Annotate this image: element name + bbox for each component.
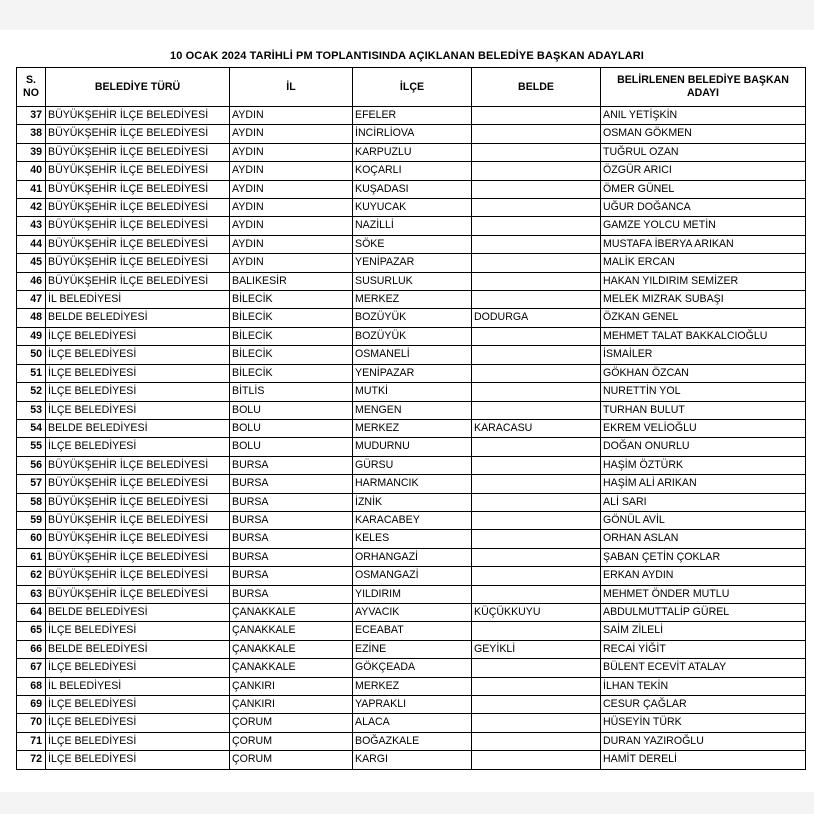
cell-belde	[472, 456, 601, 474]
cell-no: 50	[17, 346, 46, 364]
cell-no: 48	[17, 309, 46, 327]
cell-candidate: ÖZKAN GENEL	[601, 309, 806, 327]
cell-type: İLÇE BELEDİYESİ	[46, 714, 230, 732]
table-row	[17, 493, 806, 511]
candidates-table	[16, 67, 806, 770]
cell-no: 39	[17, 143, 46, 161]
cell-belde	[472, 530, 601, 548]
cell-no: 57	[17, 475, 46, 493]
cell-candidate: ÖZGÜR ARICI	[601, 162, 806, 180]
cell-type: BÜYÜKŞEHİR İLÇE BELEDİYESİ	[46, 548, 230, 566]
table-row	[17, 732, 806, 750]
cell-belde	[472, 714, 601, 732]
header-candidate: BELİRLENEN BELEDİYE BAŞKAN ADAYI	[601, 68, 806, 107]
cell-candidate: HÜSEYİN TÜRK	[601, 714, 806, 732]
cell-no: 38	[17, 125, 46, 143]
cell-candidate: GÖKHAN ÖZCAN	[601, 364, 806, 382]
cell-type: BÜYÜKŞEHİR İLÇE BELEDİYESİ	[46, 254, 230, 272]
cell-belde	[472, 364, 601, 382]
cell-ilce: MUTKİ	[353, 383, 472, 401]
cell-belde: DODURGA	[472, 309, 601, 327]
cell-candidate: ALİ SARI	[601, 493, 806, 511]
cell-type: İLÇE BELEDİYESİ	[46, 659, 230, 677]
cell-no: 66	[17, 640, 46, 658]
table-row	[17, 530, 806, 548]
cell-il: AYDIN	[230, 107, 353, 125]
cell-ilce: MENGEN	[353, 401, 472, 419]
cell-type: BÜYÜKŞEHİR İLÇE BELEDİYESİ	[46, 530, 230, 548]
cell-il: AYDIN	[230, 125, 353, 143]
cell-no: 41	[17, 180, 46, 198]
cell-belde	[472, 585, 601, 603]
table-row	[17, 438, 806, 456]
cell-candidate: İSMAİLER	[601, 346, 806, 364]
cell-candidate: ANIL YETİŞKİN	[601, 107, 806, 125]
cell-il: ÇANAKKALE	[230, 659, 353, 677]
table-row	[17, 291, 806, 309]
cell-candidate: SAİM ZİLELİ	[601, 622, 806, 640]
cell-no: 45	[17, 254, 46, 272]
cell-ilce: YILDIRIM	[353, 585, 472, 603]
document-title: 10 OCAK 2024 TARİHLİ PM TOPLANTISINDA AÇIKLANAN BELEDİYE BAŞKAN ADAYLARI	[170, 50, 644, 62]
table-row	[17, 199, 806, 217]
cell-belde	[472, 511, 601, 529]
cell-ilce: İZNİK	[353, 493, 472, 511]
table-row	[17, 659, 806, 677]
cell-no: 53	[17, 401, 46, 419]
cell-il: ÇANKIRI	[230, 696, 353, 714]
cell-ilce: SUSURLUK	[353, 272, 472, 290]
cell-il: AYDIN	[230, 235, 353, 253]
cell-candidate: DURAN YAZIROĞLU	[601, 732, 806, 750]
cell-no: 52	[17, 383, 46, 401]
table-header	[17, 68, 806, 107]
cell-ilce: KOÇARLI	[353, 162, 472, 180]
cell-belde	[472, 751, 601, 769]
cell-ilce: OSMANELİ	[353, 346, 472, 364]
cell-type: İLÇE BELEDİYESİ	[46, 383, 230, 401]
cell-type: BÜYÜKŞEHİR İLÇE BELEDİYESİ	[46, 199, 230, 217]
cell-type: BELDE BELEDİYESİ	[46, 603, 230, 621]
cell-candidate: MUSTAFA İBERYA ARIKAN	[601, 235, 806, 253]
cell-candidate: TUĞRUL OZAN	[601, 143, 806, 161]
table-row	[17, 419, 806, 437]
top-margin	[0, 0, 814, 30]
table-row	[17, 383, 806, 401]
cell-no: 63	[17, 585, 46, 603]
cell-belde	[472, 696, 601, 714]
table-row	[17, 364, 806, 382]
cell-il: BİTLİS	[230, 383, 353, 401]
cell-ilce: MERKEZ	[353, 419, 472, 437]
cell-candidate: ORHAN ASLAN	[601, 530, 806, 548]
cell-ilce: MERKEZ	[353, 677, 472, 695]
cell-belde: KARACASU	[472, 419, 601, 437]
cell-belde	[472, 622, 601, 640]
cell-no: 65	[17, 622, 46, 640]
cell-candidate: OSMAN GÖKMEN	[601, 125, 806, 143]
cell-candidate: DOĞAN ONURLU	[601, 438, 806, 456]
cell-candidate: MALİK ERCAN	[601, 254, 806, 272]
table-row	[17, 162, 806, 180]
cell-il: BURSA	[230, 548, 353, 566]
cell-candidate: ÖMER GÜNEL	[601, 180, 806, 198]
cell-belde	[472, 493, 601, 511]
cell-type: BÜYÜKŞEHİR İLÇE BELEDİYESİ	[46, 272, 230, 290]
cell-candidate: HAMİT DERELİ	[601, 751, 806, 769]
cell-candidate: RECAİ YİĞİT	[601, 640, 806, 658]
table-row	[17, 180, 806, 198]
cell-il: AYDIN	[230, 199, 353, 217]
cell-no: 46	[17, 272, 46, 290]
cell-candidate: İLHAN TEKİN	[601, 677, 806, 695]
cell-ilce: KARACABEY	[353, 511, 472, 529]
cell-ilce: KELES	[353, 530, 472, 548]
cell-ilce: OSMANGAZİ	[353, 567, 472, 585]
cell-type: BÜYÜKŞEHİR İLÇE BELEDİYESİ	[46, 511, 230, 529]
cell-belde	[472, 254, 601, 272]
cell-no: 40	[17, 162, 46, 180]
cell-il: ÇORUM	[230, 751, 353, 769]
cell-belde	[472, 125, 601, 143]
cell-ilce: GÖKÇEADA	[353, 659, 472, 677]
table-row	[17, 327, 806, 345]
cell-ilce: YENİPAZAR	[353, 254, 472, 272]
cell-candidate: ERKAN AYDIN	[601, 567, 806, 585]
cell-il: AYDIN	[230, 254, 353, 272]
cell-ilce: GÜRSU	[353, 456, 472, 474]
cell-il: BURSA	[230, 475, 353, 493]
cell-il: AYDIN	[230, 143, 353, 161]
cell-type: İLÇE BELEDİYESİ	[46, 438, 230, 456]
cell-candidate: ŞABAN ÇETİN ÇOKLAR	[601, 548, 806, 566]
cell-type: İLÇE BELEDİYESİ	[46, 401, 230, 419]
cell-il: ÇORUM	[230, 732, 353, 750]
cell-il: ÇANAKKALE	[230, 603, 353, 621]
cell-belde	[472, 567, 601, 585]
cell-il: BİLECİK	[230, 309, 353, 327]
cell-type: İLÇE BELEDİYESİ	[46, 696, 230, 714]
cell-candidate: MELEK MIZRAK SUBAŞI	[601, 291, 806, 309]
cell-candidate: NURETTİN YOL	[601, 383, 806, 401]
cell-type: BÜYÜKŞEHİR İLÇE BELEDİYESİ	[46, 567, 230, 585]
cell-no: 37	[17, 107, 46, 125]
cell-il: BOLU	[230, 438, 353, 456]
table-row	[17, 567, 806, 585]
cell-ilce: KARGI	[353, 751, 472, 769]
cell-no: 49	[17, 327, 46, 345]
cell-candidate: HAŞİM ALİ ARIKAN	[601, 475, 806, 493]
cell-type: BÜYÜKŞEHİR İLÇE BELEDİYESİ	[46, 585, 230, 603]
cell-type: İL BELEDİYESİ	[46, 677, 230, 695]
cell-type: BÜYÜKŞEHİR İLÇE BELEDİYESİ	[46, 217, 230, 235]
cell-ilce: HARMANCIK	[353, 475, 472, 493]
cell-no: 42	[17, 199, 46, 217]
cell-type: İLÇE BELEDİYESİ	[46, 327, 230, 345]
cell-no: 68	[17, 677, 46, 695]
table-row	[17, 548, 806, 566]
cell-candidate: EKREM VELİOĞLU	[601, 419, 806, 437]
cell-il: ÇANAKKALE	[230, 640, 353, 658]
header-ilce: İLÇE	[353, 68, 472, 107]
cell-type: BÜYÜKŞEHİR İLÇE BELEDİYESİ	[46, 143, 230, 161]
cell-ilce: YENİPAZAR	[353, 364, 472, 382]
cell-belde	[472, 199, 601, 217]
cell-type: BÜYÜKŞEHİR İLÇE BELEDİYESİ	[46, 456, 230, 474]
table-row	[17, 640, 806, 658]
cell-il: ÇANAKKALE	[230, 622, 353, 640]
cell-belde	[472, 143, 601, 161]
cell-candidate: MEHMET TALAT BAKKALCIOĞLU	[601, 327, 806, 345]
bottom-margin	[0, 792, 814, 814]
cell-no: 60	[17, 530, 46, 548]
cell-ilce: MUDURNU	[353, 438, 472, 456]
cell-il: BURSA	[230, 567, 353, 585]
cell-belde	[472, 291, 601, 309]
table-row	[17, 714, 806, 732]
cell-type: BÜYÜKŞEHİR İLÇE BELEDİYESİ	[46, 107, 230, 125]
cell-type: İLÇE BELEDİYESİ	[46, 751, 230, 769]
cell-no: 43	[17, 217, 46, 235]
cell-ilce: EFELER	[353, 107, 472, 125]
table-row	[17, 475, 806, 493]
cell-belde	[472, 235, 601, 253]
cell-ilce: YAPRAKLI	[353, 696, 472, 714]
cell-type: İLÇE BELEDİYESİ	[46, 732, 230, 750]
cell-ilce: MERKEZ	[353, 291, 472, 309]
cell-no: 69	[17, 696, 46, 714]
cell-candidate: GAMZE YOLCU METİN	[601, 217, 806, 235]
cell-candidate: CESUR ÇAĞLAR	[601, 696, 806, 714]
cell-no: 62	[17, 567, 46, 585]
cell-belde	[472, 438, 601, 456]
cell-belde	[472, 677, 601, 695]
cell-ilce: BOZÜYÜK	[353, 327, 472, 345]
cell-ilce: ECEABAT	[353, 622, 472, 640]
cell-type: BELDE BELEDİYESİ	[46, 309, 230, 327]
table-row	[17, 107, 806, 125]
cell-belde	[472, 346, 601, 364]
cell-il: ÇORUM	[230, 714, 353, 732]
cell-candidate: GÖNÜL AVİL	[601, 511, 806, 529]
cell-no: 61	[17, 548, 46, 566]
cell-no: 44	[17, 235, 46, 253]
cell-belde: GEYİKLİ	[472, 640, 601, 658]
cell-il: BURSA	[230, 585, 353, 603]
table-row	[17, 217, 806, 235]
cell-il: BİLECİK	[230, 327, 353, 345]
header-row	[17, 68, 806, 107]
cell-ilce: ALACA	[353, 714, 472, 732]
cell-ilce: AYVACIK	[353, 603, 472, 621]
table-row	[17, 696, 806, 714]
cell-no: 47	[17, 291, 46, 309]
table-row	[17, 401, 806, 419]
table-row	[17, 622, 806, 640]
cell-ilce: BOZÜYÜK	[353, 309, 472, 327]
cell-candidate: UĞUR DOĞANCA	[601, 199, 806, 217]
table-row	[17, 235, 806, 253]
header-no: S. NO	[17, 68, 46, 107]
cell-il: BURSA	[230, 493, 353, 511]
table-row	[17, 272, 806, 290]
header-type: BELEDİYE TÜRÜ	[46, 68, 230, 107]
cell-il: BİLECİK	[230, 291, 353, 309]
table-row	[17, 511, 806, 529]
cell-type: İLÇE BELEDİYESİ	[46, 346, 230, 364]
cell-type: İL BELEDİYESİ	[46, 291, 230, 309]
cell-candidate: TURHAN BULUT	[601, 401, 806, 419]
cell-type: İLÇE BELEDİYESİ	[46, 364, 230, 382]
cell-belde	[472, 401, 601, 419]
cell-ilce: ORHANGAZİ	[353, 548, 472, 566]
cell-il: BURSA	[230, 530, 353, 548]
cell-no: 58	[17, 493, 46, 511]
cell-no: 54	[17, 419, 46, 437]
cell-type: BÜYÜKŞEHİR İLÇE BELEDİYESİ	[46, 493, 230, 511]
cell-il: ÇANKIRI	[230, 677, 353, 695]
cell-type: BÜYÜKŞEHİR İLÇE BELEDİYESİ	[46, 180, 230, 198]
cell-il: BURSA	[230, 511, 353, 529]
cell-il: AYDIN	[230, 162, 353, 180]
cell-type: BÜYÜKŞEHİR İLÇE BELEDİYESİ	[46, 162, 230, 180]
table-row	[17, 585, 806, 603]
cell-ilce: NAZİLLİ	[353, 217, 472, 235]
cell-ilce: KARPUZLU	[353, 143, 472, 161]
cell-il: AYDIN	[230, 180, 353, 198]
cell-no: 51	[17, 364, 46, 382]
cell-candidate: ABDULMUTTALİP GÜREL	[601, 603, 806, 621]
cell-ilce: İNCİRLİOVA	[353, 125, 472, 143]
cell-belde	[472, 217, 601, 235]
cell-no: 72	[17, 751, 46, 769]
cell-il: BOLU	[230, 401, 353, 419]
cell-no: 71	[17, 732, 46, 750]
cell-ilce: EZİNE	[353, 640, 472, 658]
cell-type: BELDE BELEDİYESİ	[46, 640, 230, 658]
cell-candidate: HAKAN YILDIRIM SEMİZER	[601, 272, 806, 290]
table-body	[17, 107, 806, 770]
table-row	[17, 346, 806, 364]
cell-belde	[472, 107, 601, 125]
cell-no: 55	[17, 438, 46, 456]
cell-ilce: KUYUCAK	[353, 199, 472, 217]
cell-il: AYDIN	[230, 217, 353, 235]
cell-no: 67	[17, 659, 46, 677]
cell-belde	[472, 659, 601, 677]
header-belde: BELDE	[472, 68, 601, 107]
cell-ilce: KUŞADASI	[353, 180, 472, 198]
cell-il: BİLECİK	[230, 346, 353, 364]
cell-no: 64	[17, 603, 46, 621]
header-il: İL	[230, 68, 353, 107]
cell-belde	[472, 383, 601, 401]
cell-no: 59	[17, 511, 46, 529]
cell-type: BELDE BELEDİYESİ	[46, 419, 230, 437]
cell-belde	[472, 180, 601, 198]
cell-belde	[472, 162, 601, 180]
cell-type: BÜYÜKŞEHİR İLÇE BELEDİYESİ	[46, 125, 230, 143]
cell-belde	[472, 272, 601, 290]
table-row	[17, 254, 806, 272]
cell-ilce: BOĞAZKALE	[353, 732, 472, 750]
table-row	[17, 125, 806, 143]
cell-candidate: MEHMET ÖNDER MUTLU	[601, 585, 806, 603]
cell-candidate: BÜLENT ECEVİT ATALAY	[601, 659, 806, 677]
cell-belde	[472, 732, 601, 750]
cell-belde	[472, 327, 601, 345]
cell-type: İLÇE BELEDİYESİ	[46, 622, 230, 640]
cell-type: BÜYÜKŞEHİR İLÇE BELEDİYESİ	[46, 235, 230, 253]
table-row	[17, 677, 806, 695]
cell-no: 56	[17, 456, 46, 474]
cell-belde: KÜÇÜKKUYU	[472, 603, 601, 621]
table-row	[17, 309, 806, 327]
cell-type: BÜYÜKŞEHİR İLÇE BELEDİYESİ	[46, 475, 230, 493]
cell-no: 70	[17, 714, 46, 732]
table-row	[17, 143, 806, 161]
cell-ilce: SÖKE	[353, 235, 472, 253]
cell-il: BİLECİK	[230, 364, 353, 382]
cell-il: BALIKESİR	[230, 272, 353, 290]
cell-candidate: HAŞİM ÖZTÜRK	[601, 456, 806, 474]
cell-belde	[472, 475, 601, 493]
cell-belde	[472, 548, 601, 566]
cell-il: BURSA	[230, 456, 353, 474]
table-row	[17, 751, 806, 769]
table-row	[17, 603, 806, 621]
cell-il: BOLU	[230, 419, 353, 437]
table-row	[17, 456, 806, 474]
